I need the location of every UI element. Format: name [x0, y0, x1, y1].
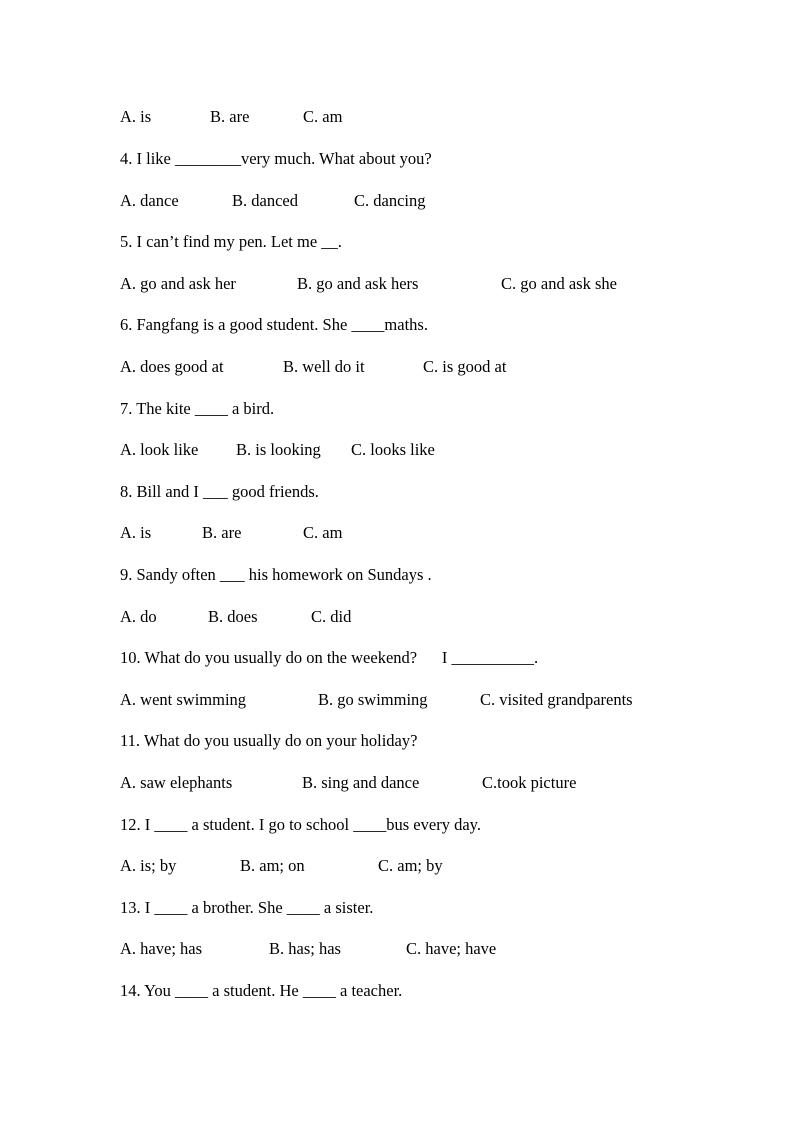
options-q5: [120, 273, 617, 295]
options-q3: [120, 106, 343, 128]
option-c: C. looks like: [351, 440, 435, 459]
option-b: B. sing and dance: [302, 773, 420, 792]
option-a: A. look like: [120, 440, 199, 459]
option-c: C. am: [303, 523, 343, 542]
options-q13: [120, 938, 497, 960]
option-b: B. go swimming: [318, 690, 428, 709]
question-11: 11. What do you usually do on your holiday?: [120, 731, 418, 750]
option-c: C. have; have: [406, 939, 497, 958]
option-b: B. does: [208, 607, 258, 626]
option-a: A. does good at: [120, 357, 224, 376]
options-q8: [120, 522, 343, 544]
option-a: A. dance: [120, 191, 179, 210]
options-q4: [120, 190, 426, 212]
options-q9: [120, 606, 352, 628]
option-b: B. are: [202, 523, 242, 542]
option-c: C. am: [303, 107, 343, 126]
option-a: A. have; has: [120, 939, 203, 958]
question-5: 5. I can’t find my pen. Let me __.: [120, 232, 342, 251]
option-a: A. went swimming: [120, 690, 247, 709]
option-b: B. danced: [232, 191, 298, 210]
options-q12: [120, 855, 443, 877]
option-b: B. has; has: [269, 939, 341, 958]
option-c: C. dancing: [354, 191, 426, 210]
question-14: 14. You ____ a student. He ____ a teacher.: [120, 981, 403, 1000]
option-c: C. visited grandparents: [480, 690, 633, 709]
options-q6: [120, 356, 507, 378]
question-7: 7. The kite ____ a bird.: [120, 399, 275, 418]
option-a: A. is: [120, 107, 152, 126]
option-a: A. is: [120, 523, 152, 542]
option-c: C.took picture: [482, 773, 577, 792]
question-9: 9. Sandy often ___ his homework on Sundays .: [120, 565, 432, 584]
option-c: C. go and ask she: [501, 274, 617, 293]
option-b: B. well do it: [283, 357, 365, 376]
option-c: C. am; by: [378, 856, 443, 875]
option-a: A. go and ask her: [120, 274, 236, 293]
option-b: B. am; on: [240, 856, 305, 875]
question-12: 12. I ____ a student. I go to school ____bus every day.: [120, 815, 481, 834]
option-b: B. are: [210, 107, 250, 126]
option-a: A. saw elephants: [120, 773, 233, 792]
question-8: 8. Bill and I ___ good friends.: [120, 482, 319, 501]
options-q11: [120, 772, 577, 794]
option-c: C. did: [311, 607, 352, 626]
question-13: 13. I ____ a brother. She ____ a sister.: [120, 898, 374, 917]
option-a: A. is; by: [120, 856, 177, 875]
options-q10: [120, 689, 633, 711]
option-a: A. do: [120, 607, 157, 626]
question-10: 10. What do you usually do on the weekend? I __________.: [120, 648, 539, 667]
option-b: B. go and ask hers: [297, 274, 419, 293]
option-b: B. is looking: [236, 440, 321, 459]
question-4: 4. I like ________very much. What about you?: [120, 149, 432, 168]
option-c: C. is good at: [423, 357, 507, 376]
options-q7: [120, 439, 435, 461]
question-6: 6. Fangfang is a good student. She ____maths.: [120, 315, 428, 334]
